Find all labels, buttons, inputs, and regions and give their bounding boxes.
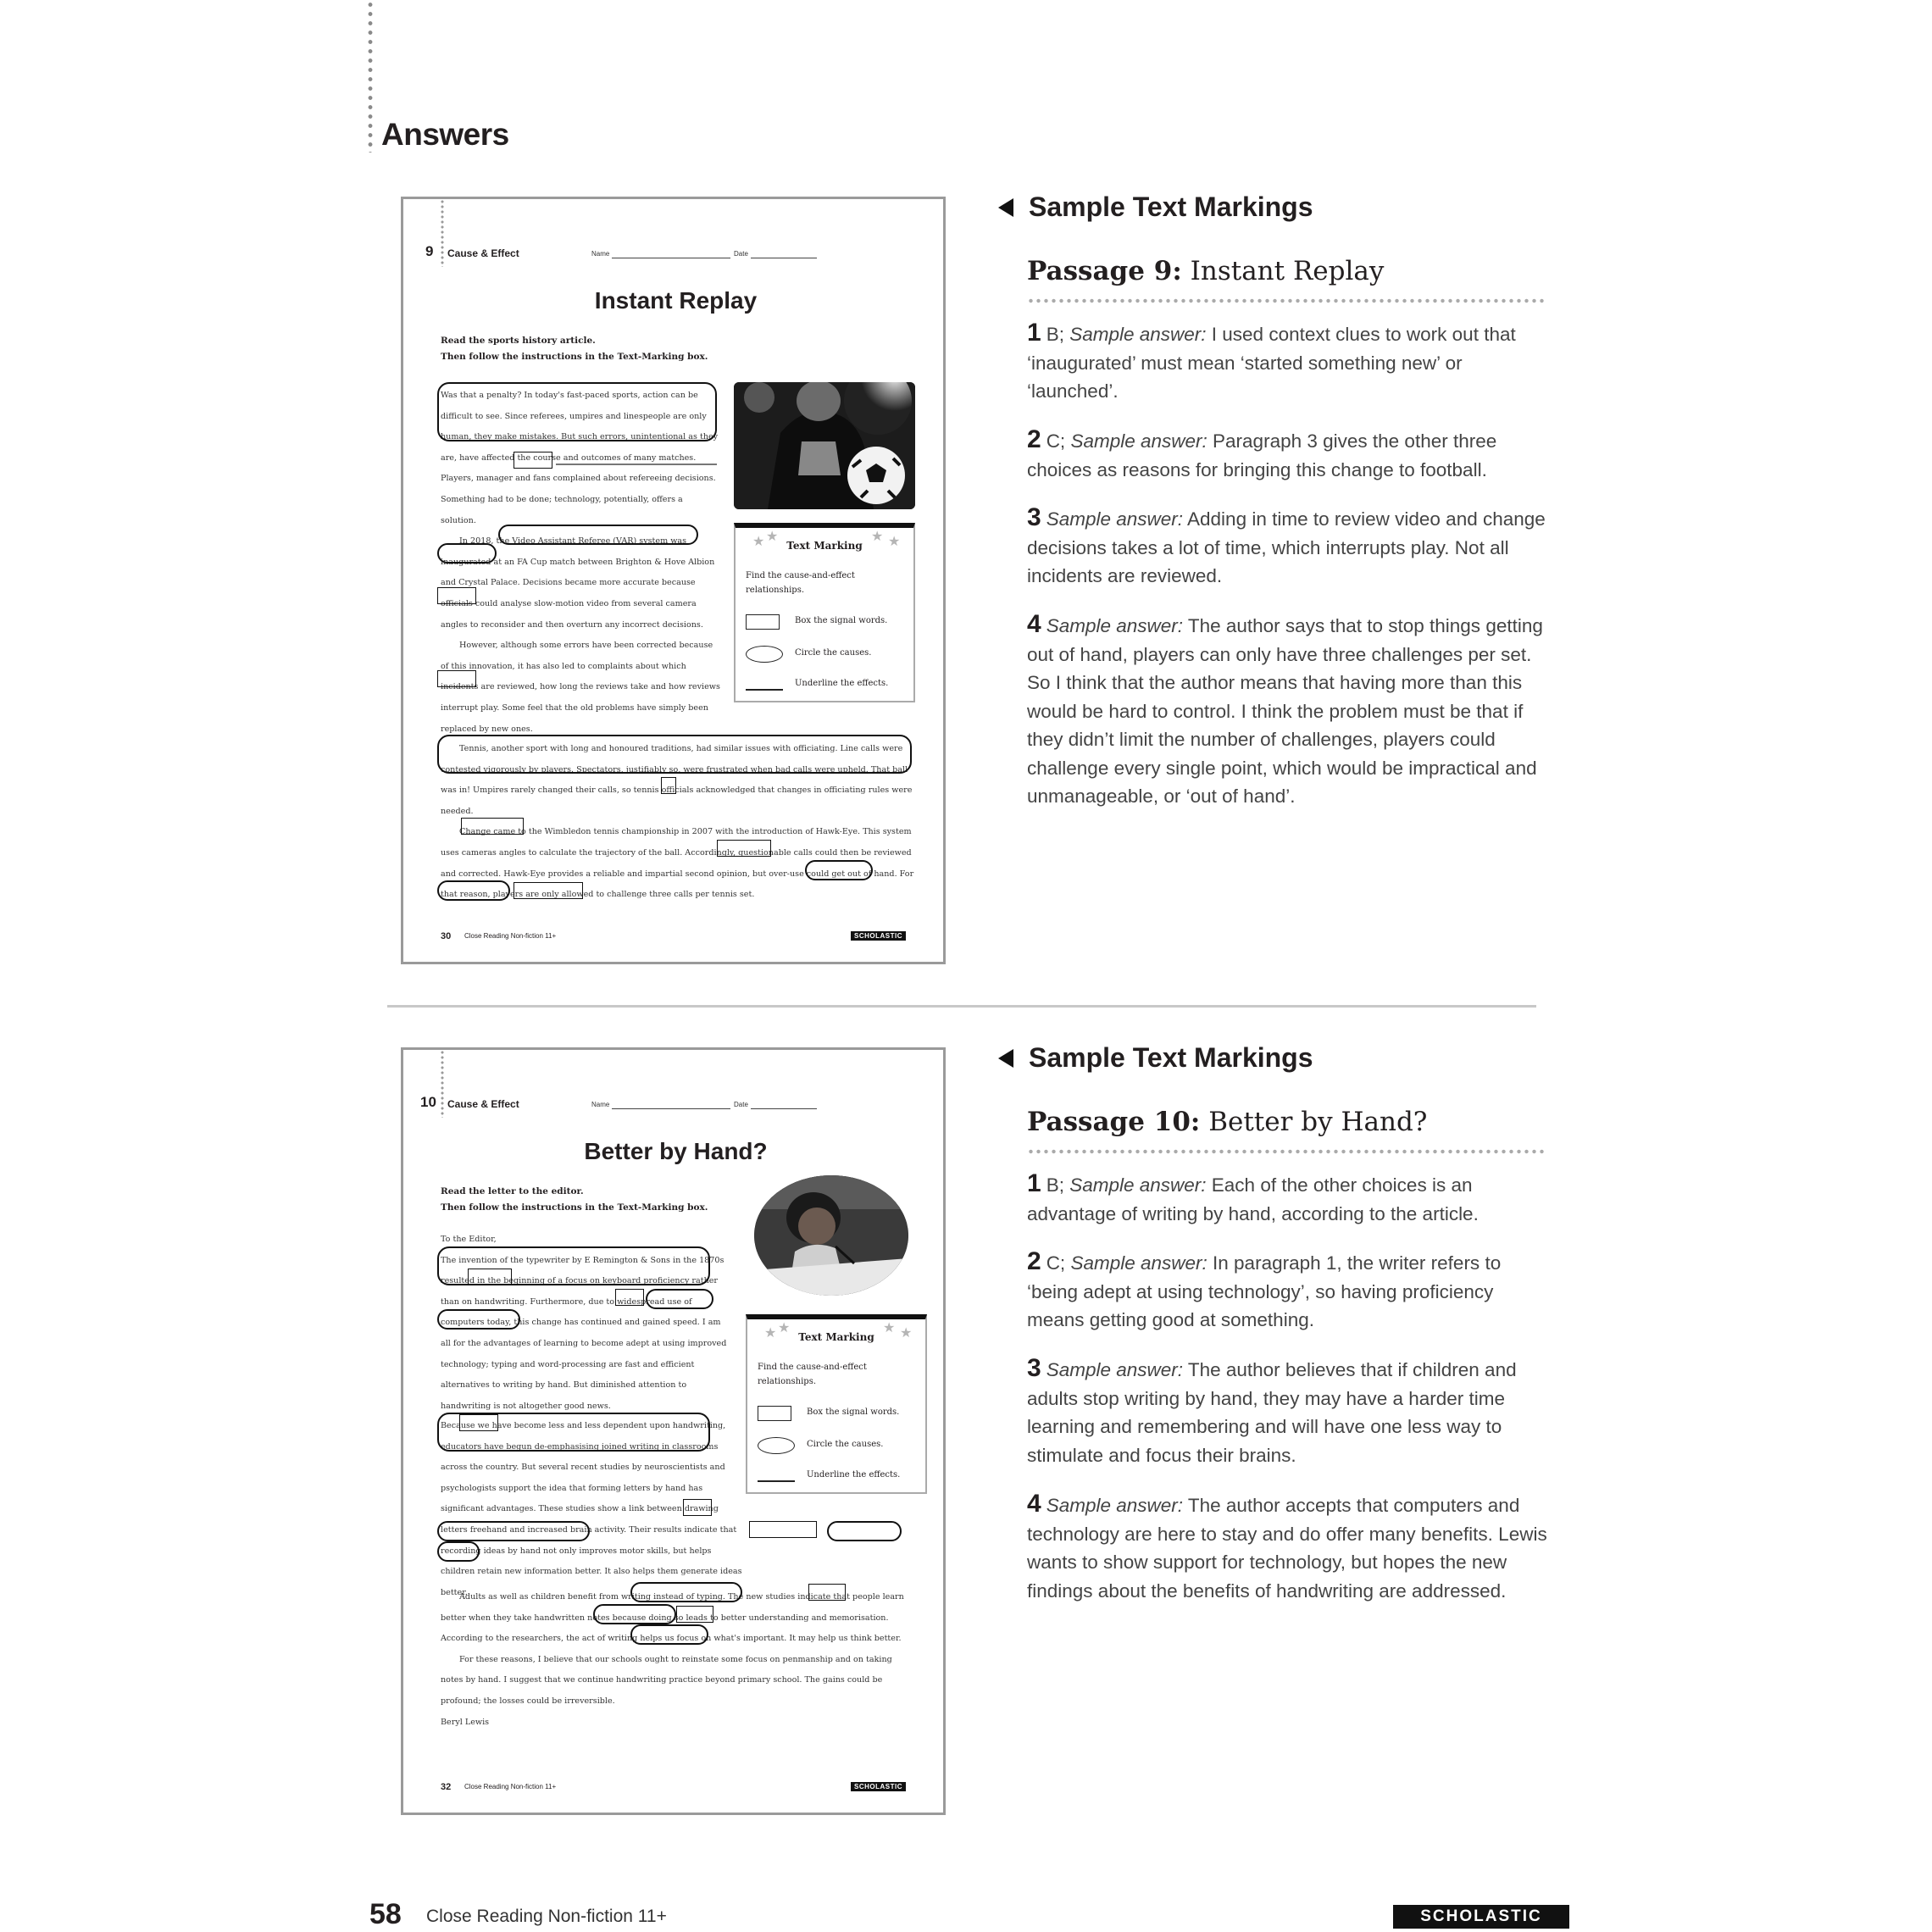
star-icon: ★ bbox=[752, 535, 765, 549]
sample-answer-label: Sample answer: bbox=[1069, 1174, 1207, 1196]
instructions bbox=[441, 333, 708, 365]
box-instruction-label: Box the signal words. bbox=[807, 1407, 900, 1417]
section-heading-label: Sample Text Markings bbox=[1029, 192, 1313, 222]
paragraph: However, although some errors have been corrected because of this innovation, it has also led to complaints about which incidents are reviewed, how long the reviews take and how reviews interrupt play. Some feel that the old problems have simply been replaced by new ones. bbox=[441, 641, 720, 734]
underline-instruction-label: Underline the effects. bbox=[807, 1470, 901, 1480]
answer-choice: B; bbox=[1046, 1174, 1070, 1196]
page-title: Answers bbox=[381, 117, 509, 152]
star-icon: ★ bbox=[900, 1326, 913, 1341]
answer-text: Each of the other choices is an advantage of writing by hand, according to the article. bbox=[1027, 1174, 1479, 1224]
passage-heading bbox=[1027, 1107, 1427, 1137]
passage-10-thumbnail bbox=[401, 1047, 946, 1815]
left-triangle-icon bbox=[998, 1049, 1013, 1068]
cause-circle-marking bbox=[630, 1582, 742, 1602]
instruction-line: Then follow the instructions in the Text-Marking box. bbox=[441, 1202, 708, 1213]
paragraph: Because we have become less and less dependent upon handwriting, educators have begun de-emphasising joined writing in classrooms across the country. But several recent studies by neuroscientists and psychologists support the idea that forming letters by hand has significant advantages. These studies show a link between drawing letters freehand and increased brain activity. Their results indicate that recording ideas by hand not only improves motor skills, but helps children retain new information better. It also helps them generate ideas better. bbox=[441, 1421, 742, 1597]
section-heading-label: Sample Text Markings bbox=[1029, 1042, 1313, 1073]
cause-circle-marking bbox=[437, 382, 717, 441]
box-symbol-icon bbox=[746, 614, 780, 630]
signal-box-marking bbox=[514, 452, 552, 469]
effect-underline-marking bbox=[556, 464, 717, 465]
answer-item bbox=[1027, 319, 1552, 406]
answer-item bbox=[1027, 425, 1552, 484]
date-label: Date bbox=[734, 1101, 748, 1108]
thumbnail-title: Instant Replay bbox=[594, 287, 758, 314]
paragraph: Change came to the Wimbledon tennis championship in 2007 with the introduction of Hawk-Eye. This system uses cameras angles to calculate the trajectory of the ball. Accordingly, questionable calls could then be reviewed and corrected. Hawk-Eye provides a reliable and impartial second opinion, but over-use could get out of hand. For that reason, players are only allowed to challenge three calls per tennis set. bbox=[441, 827, 914, 900]
passage-title: Instant Replay bbox=[1190, 256, 1385, 286]
cause-circle-marking bbox=[437, 543, 497, 564]
signal-box-marking bbox=[676, 1606, 713, 1623]
sample-answer-label: Sample answer: bbox=[1046, 1359, 1184, 1380]
passage-label: Passage 10: bbox=[1027, 1107, 1201, 1137]
paragraph: Tennis, another sport with long and honoured traditions, had similar issues with officiating. Line calls were contested vigorously by players. Spectators, justifiably so, were frustrated when bad calls were upheld. That ball was in! Umpires rarely changed their calls, so tennis officials acknowledged that changes in officiating rules were needed. bbox=[441, 744, 913, 816]
passage-heading bbox=[1027, 256, 1384, 286]
passage-number: 10 bbox=[420, 1094, 436, 1110]
section-heading bbox=[998, 192, 1313, 223]
paragraph: To the Editor, bbox=[441, 1235, 497, 1244]
answer-item bbox=[1027, 1169, 1552, 1228]
signal-box-marking bbox=[615, 1289, 644, 1306]
answer-item bbox=[1027, 1354, 1552, 1469]
sample-answer-label: Sample answer: bbox=[1046, 615, 1184, 636]
paragraph: For these reasons, I believe that our schools ought to reinstate some focus on penmanship and on taking notes by hand. I suggest that we continue handwriting practice beyond primary school. The gains could be profound; the losses could be irreversible. bbox=[441, 1654, 892, 1706]
star-icon: ★ bbox=[888, 535, 901, 549]
answer-choice: C; bbox=[1046, 430, 1071, 452]
answer-text: The author believes that if children and adults stop writing by hand, they may have a harder time learning and remembering and will have one less way to stimulate and focus their brains. bbox=[1027, 1359, 1517, 1466]
name-label: Name bbox=[591, 250, 610, 258]
signal-box-marking bbox=[808, 1584, 846, 1601]
signal-box-marking bbox=[459, 1414, 498, 1431]
scholastic-logo: SCHOLASTIC bbox=[1393, 1905, 1569, 1929]
oval-symbol-icon bbox=[746, 646, 783, 663]
paragraph: Was that a penalty? In today's fast-paced sports, action can be difficult to see. Since referees, umpires and linespeople are only human, they make mistakes. But such errors, unintentional as they are, have affected the course and outcomes of many matches. Players, manager and fans complained about refereeing decisions. Something had to be done; technology, potentially, offers a solution. bbox=[441, 391, 719, 525]
star-icon: ★ bbox=[883, 1321, 896, 1335]
cause-circle-marking bbox=[437, 1541, 480, 1562]
answer-text: Paragraph 3 gives the other three choices as reasons for bringing this change to football. bbox=[1027, 430, 1497, 480]
section-divider bbox=[387, 1005, 1536, 1008]
sample-answer-label: Sample answer: bbox=[1046, 1495, 1184, 1516]
cause-circle-marking bbox=[646, 1289, 713, 1309]
paragraph: The invention of the typewriter by E Remington & Sons in the 1870s resulted in the beginning of a focus on keyboard proficiency rather than on handwriting. Furthermore, due to widespread use of computers today, this change has continued and gained speed. I am all for the advantages of learning to become adept at using improved technology; typing and word-processing are fast and efficient alternatives to writing by hand. But diminished attention to handwriting is not altogether good news. bbox=[441, 1255, 727, 1411]
thumbnail-dotted-rule bbox=[441, 1050, 444, 1118]
circle-instruction-label: Circle the causes. bbox=[807, 1440, 884, 1449]
answer-text: In paragraph 1, the writer refers to ‘being adept at using technology’, so having proficiency means getting good at something. bbox=[1027, 1252, 1502, 1330]
instructions bbox=[441, 1184, 708, 1216]
passage-9-thumbnail bbox=[401, 197, 946, 964]
page-number: 58 bbox=[369, 1898, 402, 1930]
answer-text: The author says that to stop things getting out of hand, players can only have three challenges per set. So I think that the author means that having more than this would be hard to control. I think the problem must be that if they didn’t limit the number of challenges, players could challenge every single point, which would be impractical and unmanageable, or ‘out of hand’. bbox=[1027, 615, 1543, 807]
answer-number: 2 bbox=[1027, 1247, 1041, 1275]
instruction-line: Read the letter to the editor. bbox=[441, 1186, 584, 1196]
circle-instruction-label: Circle the causes. bbox=[795, 648, 872, 658]
signal-box-marking bbox=[461, 818, 524, 835]
answer-number: 4 bbox=[1027, 1490, 1041, 1518]
signal-box-marking bbox=[437, 670, 476, 687]
margin-dotted-rule bbox=[368, 0, 373, 153]
text-marking-box bbox=[734, 523, 915, 702]
text-marking-title: Text Marking bbox=[786, 540, 863, 552]
answer-number: 1 bbox=[1027, 1169, 1041, 1197]
cause-circle-marking bbox=[437, 1309, 520, 1330]
signal-box-marking bbox=[468, 1269, 512, 1285]
answer-number: 3 bbox=[1027, 503, 1041, 531]
thumbnail-title: Better by Hand? bbox=[584, 1138, 768, 1164]
star-icon: ★ bbox=[764, 1326, 777, 1341]
cause-circle-marking bbox=[630, 1624, 708, 1645]
cause-circle-marking bbox=[437, 880, 510, 901]
thumbnail-scholastic-logo: SCHOLASTIC bbox=[851, 1782, 906, 1791]
instruction-line: Read the sports history article. bbox=[441, 336, 596, 346]
date-line bbox=[751, 1108, 817, 1109]
thumbnail-page-number: 32 bbox=[441, 1782, 452, 1792]
star-icon: ★ bbox=[871, 530, 884, 544]
passage-number: 9 bbox=[425, 243, 434, 259]
answer-text: I used context clues to work out that ‘inaugurated’ must mean ‘started something new’ or ‘launched’. bbox=[1027, 324, 1516, 402]
passage-label: Passage 9: bbox=[1027, 256, 1182, 286]
answer-item bbox=[1027, 1247, 1552, 1335]
answer-item bbox=[1027, 503, 1552, 591]
answer-item bbox=[1027, 610, 1552, 811]
child-writing-photo bbox=[754, 1175, 908, 1296]
cause-circle-marking bbox=[593, 1604, 676, 1624]
dotted-separator bbox=[1027, 298, 1544, 303]
cause-circle-marking bbox=[805, 860, 873, 880]
section-heading bbox=[998, 1042, 1313, 1074]
sample-answer-label: Sample answer: bbox=[1070, 1252, 1208, 1274]
passage-title: Better by Hand? bbox=[1208, 1107, 1428, 1137]
answer-text: The author accepts that computers and technology are here to stay and do offer many benefits. Lewis wants to show support for technology, but hopes the new findings about the benefits of handwriting are addressed. bbox=[1027, 1495, 1547, 1602]
sample-answer-label: Sample answer: bbox=[1070, 430, 1208, 452]
answer-number: 1 bbox=[1027, 319, 1041, 347]
name-line bbox=[612, 1108, 730, 1109]
signal-box-marking bbox=[661, 777, 676, 794]
answer-item bbox=[1027, 1490, 1552, 1605]
signal-box-marking bbox=[717, 840, 771, 857]
answer-choice: C; bbox=[1046, 1252, 1071, 1274]
dotted-separator bbox=[1027, 1149, 1544, 1154]
thumbnail-dotted-rule bbox=[441, 199, 444, 267]
answer-choice: B; bbox=[1046, 324, 1070, 345]
answer-number: 4 bbox=[1027, 610, 1041, 638]
cause-circle-marking bbox=[498, 525, 698, 545]
signal-box-marking bbox=[683, 1499, 712, 1516]
signal-box-marking bbox=[437, 587, 476, 604]
paragraph: Adults as well as children benefit from writing instead of typing. The new studies indicate that people learn better when they take handwritten notes because doing so leads to better understanding and memorisation. According to the researchers, the act of writing helps us focus on what's important. It may help us think better. bbox=[441, 1592, 904, 1644]
text-marking-find: Find the cause-and-effect relationships. bbox=[746, 571, 855, 595]
text-marking-find: Find the cause-and-effect relationships. bbox=[758, 1363, 867, 1386]
oval-symbol-icon bbox=[758, 1437, 795, 1454]
cause-circle-marking bbox=[437, 735, 912, 774]
left-triangle-icon bbox=[998, 198, 1013, 217]
skill-label: Cause & Effect bbox=[447, 1098, 519, 1110]
star-icon: ★ bbox=[778, 1321, 791, 1335]
thumbnail-footer-text: Close Reading Non-fiction 11+ bbox=[464, 1783, 557, 1790]
instruction-line: Then follow the instructions in the Text-Marking box. bbox=[441, 352, 708, 362]
text-marking-box bbox=[746, 1314, 927, 1494]
child-writing-photo-image bbox=[754, 1175, 908, 1296]
sample-answer-label: Sample answer: bbox=[1046, 508, 1184, 530]
cause-circle-marking bbox=[437, 1521, 590, 1541]
thumbnail-scholastic-logo: SCHOLASTIC bbox=[851, 931, 906, 941]
thumbnail-page-number: 30 bbox=[441, 931, 452, 941]
cause-circle-marking bbox=[827, 1521, 902, 1541]
thumbnail-footer-text: Close Reading Non-fiction 11+ bbox=[464, 932, 557, 940]
referee-photo-image bbox=[734, 382, 915, 509]
underline-symbol-icon bbox=[746, 689, 783, 691]
footer-book-title: Close Reading Non-fiction 11+ bbox=[426, 1907, 667, 1926]
answer-number: 3 bbox=[1027, 1354, 1041, 1382]
underline-instruction-label: Underline the effects. bbox=[795, 679, 889, 688]
signal-box-marking bbox=[514, 882, 583, 899]
referee-photo bbox=[734, 382, 915, 509]
sample-answer-label: Sample answer: bbox=[1069, 324, 1207, 345]
box-symbol-icon bbox=[758, 1406, 791, 1421]
answer-number: 2 bbox=[1027, 425, 1041, 453]
underline-symbol-icon bbox=[758, 1480, 795, 1482]
signature: Beryl Lewis bbox=[441, 1717, 490, 1727]
paragraph: In 2018, the Video Assistant Referee (VAR) system was inaugurated at an FA Cup match between Brighton & Hove Albion and Crystal Palace. Decisions became more accurate because officials could analyse slow-motion video from several camera angles to reconsider and then overturn any incorrect decisions. bbox=[441, 536, 715, 630]
box-instruction-label: Box the signal words. bbox=[795, 616, 888, 625]
date-label: Date bbox=[734, 250, 748, 258]
name-label: Name bbox=[591, 1101, 610, 1108]
text-marking-title: Text Marking bbox=[798, 1331, 874, 1343]
skill-label: Cause & Effect bbox=[447, 247, 519, 259]
answer-text: Adding in time to review video and change decisions takes a lot of time, which interrupts play. Not all incidents are reviewed. bbox=[1027, 508, 1546, 586]
signal-box-marking bbox=[749, 1521, 817, 1538]
star-icon: ★ bbox=[766, 530, 779, 544]
